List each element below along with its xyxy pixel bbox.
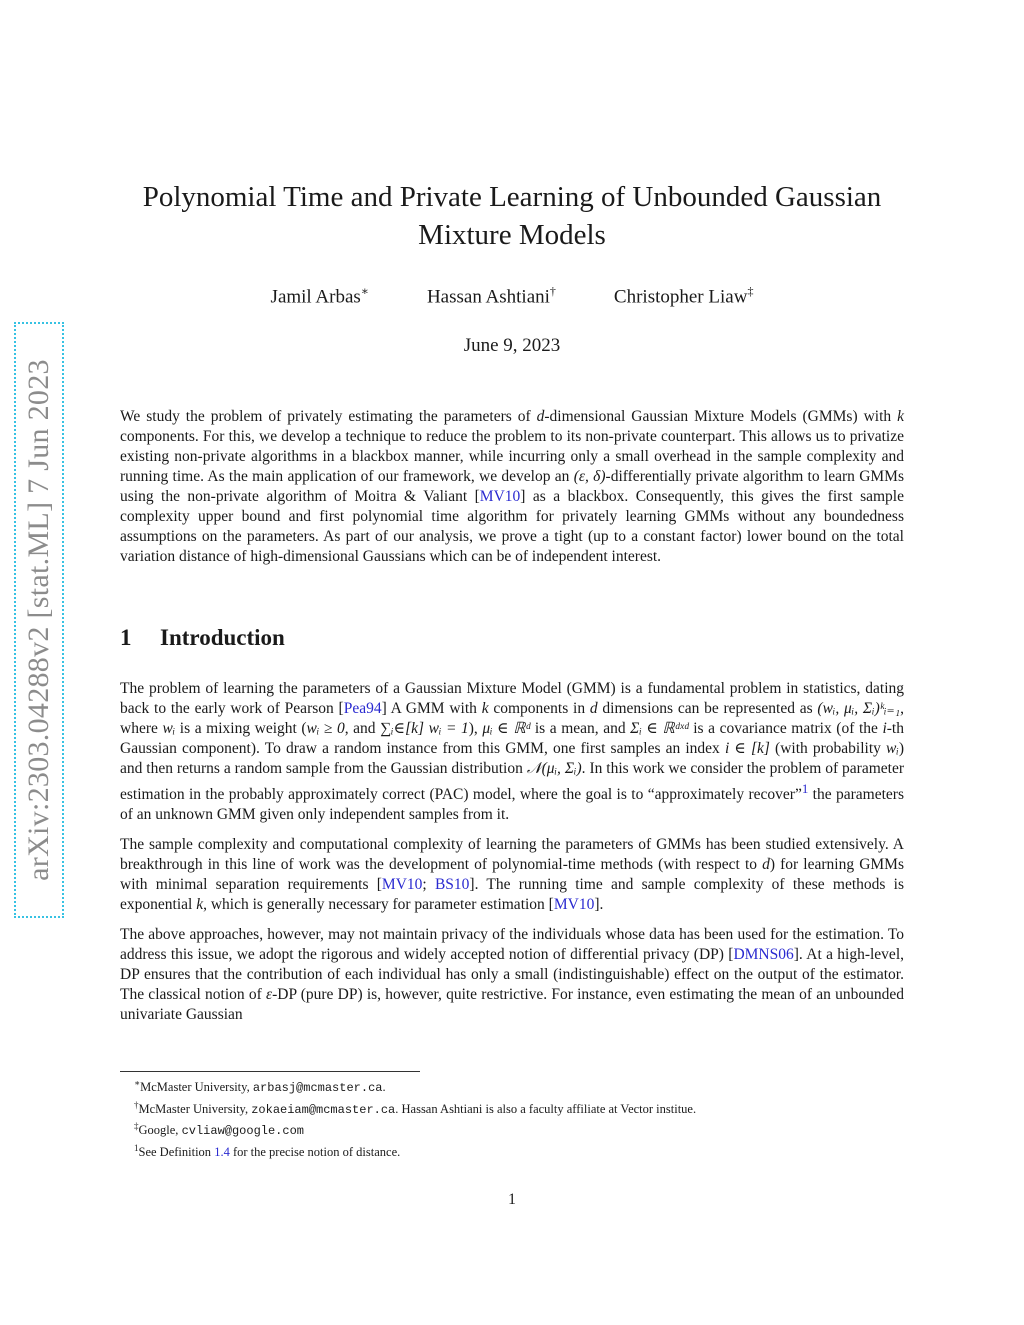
email-link[interactable]: arbasj@mcmaster.ca (252, 1081, 383, 1096)
email-link[interactable]: zokaeiam@mcmaster.ca (251, 1102, 396, 1117)
citation-link[interactable]: Pea94 (343, 700, 382, 717)
paper-title (110, 178, 914, 254)
title-line-2: Mixture Models (418, 219, 606, 251)
citation-link[interactable]: MV10 (553, 896, 595, 914)
paper-date: June 9, 2023 (463, 335, 561, 356)
arxiv-id: arXiv:2303.04288v2 [stat.ML] 7 Jun 2023 (22, 359, 55, 881)
paragraph-3: The above approaches, however, may not maintain privacy of the individuals whose data has been used for the estimation. To address this issue, we adopt the rigorous and widely accepted notion of differential privacy (DP) [DMNS06]. At a high-level, DP ensures that the contribution of each individual has only a small (indistinguishable) effect on the output of the estimator. The classical notion of ε-DP (pure DP) is, however, quite restrictive. For instance, even estimating the mean of an unbounded univariate Gaussian (120, 926, 904, 1024)
footnote-2: †McMaster University, zokaeiam@mcmaster.ca. Hassan Ashtiani is also a faculty affiliate at Vector institue. (134, 1099, 697, 1117)
section-body (120, 679, 904, 1035)
footnote-4: $^1$See Definition 1.4 for the precise notion of distance. (134, 1142, 401, 1160)
footnote-3: ‡Google, cvliaw@google.com (134, 1121, 304, 1139)
arxiv-stamp (14, 322, 64, 918)
author-list (110, 284, 914, 308)
footnotes (120, 1075, 904, 1161)
author-1: Jamil Arbas∗ (270, 284, 369, 308)
author-2: Hassan Ashtiani† (426, 284, 556, 308)
citation-link[interactable]: DMNS06 (733, 946, 794, 964)
citation-link[interactable]: MV10 (479, 488, 521, 505)
citation-link[interactable]: BS10 (434, 876, 470, 894)
section-heading: 1 Introduction (120, 625, 285, 650)
footnote-rule (120, 1071, 420, 1072)
footnote-1: ∗McMaster University, arbasj@mcmaster.ca. (134, 1078, 386, 1096)
abstract: We study the problem of privately estimating the parameters of d-dimensional Gaussian Mixture Models (GMMs) with k components. For this, we develop a technique to reduce the problem to its non-private counterpart. This allows us to privatize existing non-private algorithms in a blackbox manner, while incurring only a small overhead in the sample complexity and running time. As the main application of our framework, we develop an (ε, δ)-differentially private algorithm to learn GMMs using the non-private algorithm of Moitra & Valiant [MV10] as a blackbox. Consequently, this gives the first sample complexity upper bound and first polynomial time algorithm for privately learning GMMs without any boundedness assumptions on the parameters. As part of our analysis, we prove a tight (up to a constant factor) lower bound on the total variation distance of high-dimensional Gaussians which can be of independent interest. (120, 408, 905, 565)
citation-link[interactable]: MV10 (381, 876, 423, 894)
definition-link[interactable]: 1.4 (214, 1145, 230, 1160)
page-number: 1 (508, 1191, 516, 1208)
footnote-ref[interactable]: 1 (801, 781, 809, 796)
title-line-1: Polynomial Time and Private Learning of Unbounded Gaussian (142, 181, 882, 213)
email-link[interactable]: cvliaw@google.com (181, 1124, 304, 1139)
author-3: Christopher Liaw‡ (613, 284, 754, 308)
paragraph-2: The sample complexity and computational complexity of learning the parameters of GMMs has been studied extensively. A breakthrough in this line of work was the development of polynomial-time methods (with respect to d) for learning GMMs with minimal separation requirements [MV10; BS10]. The running time and sample complexity of these methods is exponential k, which is generally necessary for parameter estimation [MV10]. (120, 836, 904, 914)
paragraph-1: The problem of learning the parameters of a Gaussian Mixture Model (GMM) is a fundamental problem in statistics, dating back to the early work of Pearson [Pea94] A GMM with k components in d dimensions can be represented as (wᵢ, μᵢ, Σᵢ)ᵏᵢ₌₁, where wᵢ is a mixing weight (wᵢ ≥ 0, and ∑ᵢ∈[k] wᵢ = 1), μᵢ ∈ ℝᵈ is a mean, and Σᵢ ∈ ℝᵈˣᵈ is a covariance matrix (of the i-th Gaussian component). To draw a random instance from this GMM, one first samples an index i ∈ [k] (with probability wᵢ) and then returns a random sample from the Gaussian distribution 𝒩(μᵢ, Σᵢ). In this work we consider the problem of parameter estimation in the probably approximately correct (PAC) model, where the goal is to “approximately recover”$^1$ the parameters of an unknown GMM given only independent samples from it. (120, 680, 905, 824)
